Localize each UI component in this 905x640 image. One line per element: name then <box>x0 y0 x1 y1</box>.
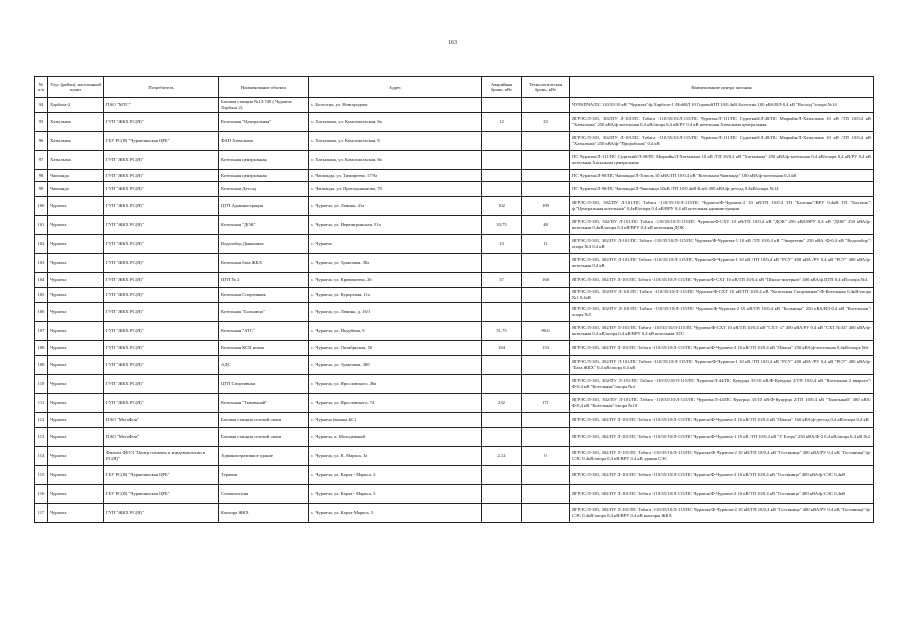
table-row <box>35 341 874 356</box>
cell-tech-reserve <box>522 151 570 170</box>
cell-consumer: ГУП "ЖКХ РС(Я)" <box>104 182 219 197</box>
cell-consumer: ГУП "ЖКХ РС(Я)" <box>104 356 219 375</box>
cell-emergency-reserve <box>482 413 522 428</box>
cell-number: 96 <box>35 132 48 151</box>
cell-address: с. Чурапча, ул. Трактовая, 38б <box>309 356 482 375</box>
column-header-tech-reserve: Технологическая бронь, кВт <box>522 77 570 98</box>
cell-power-center: ПС Чурапча/Л-98/ПС Чаппанда/Л-Чаппанда 10кВ /ТП 10/0.4кВ Клуб 400 кВА/ф-детсад 0.4кВ/опора №14 <box>570 182 874 197</box>
cell-number: 116 <box>35 485 48 504</box>
cell-emergency-reserve: 33,75 <box>482 216 522 235</box>
cell-tech-reserve: 0 <box>522 447 570 466</box>
cell-consumer: ГУП "ЖКХ РС(Я)" <box>104 273 219 288</box>
cell-power-center: ЯГРЭС/Л-301, 302/ПУ Л-101/ПС Табага -110/35/10/Л-115/ПС Чурапча/Ф-Чурапча-1 10 кВ /ТП 10/0,4 кВ "РСУ" 400 кВА /РУ 0,4 кВ "РСУ" 400 кВА/ф-котельная 0,4 кВ <box>570 254 874 273</box>
cell-ulus: Чурапча <box>48 254 104 273</box>
cell-number: 99 <box>35 182 48 197</box>
cell-number: 115 <box>35 466 48 485</box>
cell-consumer: ГУП "ЖКХ РС(Я)" <box>104 322 219 341</box>
cell-address: с. Чурапча, ул. Ленина, д. 16/1 <box>309 303 482 322</box>
cell-power-center: ЯГРЭС/Л-301, 302/ПУ Л-101/ПС Табага -110/35/10/Л-115/ПС Чурапча/Ф-СХТ 10 кВ/ТП 10/0,4 кВ "СХТ -2" 400 кВА/РУ 0,4 кВ "СХТ №34" 400 кВА/ф-котельная 0,4 кВ/опора 0,4 кВ/ВРУ 0,4 кВ котельная АТС <box>570 322 874 341</box>
cell-number: 98 <box>35 170 48 182</box>
cell-address: с. Чурапча, ул. Трактовая, 38а <box>309 254 482 273</box>
table-row <box>35 288 874 303</box>
table-row <box>35 98 874 113</box>
cell-object: Котельная база ЖКХ <box>219 254 309 273</box>
cell-address: с. Чурапча, ул. Кривошеева, 26 <box>309 273 482 288</box>
cell-ulus: Чурапча <box>48 322 104 341</box>
cell-number: 113 <box>35 428 48 447</box>
cell-consumer: ГУП "ЖКХ РС(Я)" <box>104 504 219 523</box>
cell-power-center: ЯГРЭС/Л-301, 302/ПУ Л-101/ПС Табага -110/35/10/Л-115/ПС Чурапча/Ф-Чурапча-2 10 кВ/ТП 10/0,4 кВ "Школа" 160 кВА/ф-детсад 0,4 кВ/опора 0,4 кВ <box>570 413 874 428</box>
cell-tech-reserve <box>522 98 570 113</box>
cell-number: 109 <box>35 356 48 375</box>
cell-ulus: Чурапча <box>48 447 104 466</box>
cell-power-center: ЯГРЭС/Л-301, 302/ПУ Л-101/ПС Табага -110/35/10/Л-115/ПС Чурапча/Ф-Чурапча-1 10 кВ /ТП 10/0,4 кВ "У Егора" 250 кВА/Ф-2 0,4 кВ/опора 0,4 кВ №2 <box>570 428 874 447</box>
table-row <box>35 447 874 466</box>
cell-object: ФАП Хатылыма <box>219 132 309 151</box>
cell-tech-reserve: 23 <box>522 113 570 132</box>
cell-number: 103 <box>35 254 48 273</box>
cell-tech-reserve <box>522 288 570 303</box>
cell-tech-reserve <box>522 504 570 523</box>
cell-consumer: ГБУ РС(Я) "Чурапчинская ЦРБ" <box>104 466 219 485</box>
cell-object: Водозабор Дьяконика <box>219 235 309 254</box>
table-row <box>35 216 874 235</box>
cell-object: Котельная "АТС" <box>219 322 309 341</box>
cell-address: с. Чурапча, ул. Ярославского, 74 <box>309 394 482 413</box>
cell-object: Базовая станция сотовой связи <box>219 413 309 428</box>
cell-power-center: ЯГРЭС/Л-301, 302/ПУ Л-101/ПС Табага -110/35/10/Л-115/ПС Чурапча/Ф-Чурапча-1 10 кВ /ТП 10/0,4 кВ "Энергетик" 250 кВА /Ф-0,4 кВ "Водозабор"/опора №3 0,4 кВ <box>570 235 874 254</box>
cell-tech-reserve <box>522 428 570 447</box>
cell-address: с. Чурапча (вышка БС) <box>309 413 482 428</box>
cell-power-center: ПС Чурапча/Л-98/ПС Чаппанда/Л-Тополь 10 кВА/ТП 10/0,4 кВ "Котельная Чаппанда" 100 кВА/ф-котельная 0,4 кВ <box>570 170 874 182</box>
cell-emergency-reserve <box>482 485 522 504</box>
cell-tech-reserve <box>522 254 570 273</box>
cell-ulus: Чурапча <box>48 288 104 303</box>
column-header-consumer: Потребитель <box>104 77 219 98</box>
cell-ulus: Чурапча <box>48 197 104 216</box>
cell-ulus: Хатылыма <box>48 132 104 151</box>
cell-consumer: ПАО "МегаФон" <box>104 413 219 428</box>
cell-address: с. Чурапча, ул. Октябрьская, 50 <box>309 341 482 356</box>
cell-object: Административное здание <box>219 447 309 466</box>
cell-address: с. Чурапча, ул. Карла - Маркса, 3 <box>309 466 482 485</box>
cell-object: ЦТП Администрация <box>219 197 309 216</box>
cell-power-center: ЯГРЭС/Л-301, 302/ПУ Л-101/ПС Табага -110/35/10/Л-115/ПС Чурапча/Ф-Чурапча-2 10 кВ/ТП 10/0,4 кВ "Школа" 250 кВА/ф-котельная 0,4кВ/опора №6 <box>570 341 874 356</box>
column-header-object: Наименование объекта <box>219 77 309 98</box>
cell-consumer: ГУП "ЖКХ РС(Я)" <box>104 375 219 394</box>
cell-number: 97 <box>35 151 48 170</box>
cell-power-center: ЧУРАПЧА/ПС 110/35/10 кВ "Чурапча"/ф.Харбала-1 /Но6ВЛ 10 ГоровойТП 10/0,4кВ Болтогно 100 кВА/ВЛ-0,4 кВ "Восход"/опора №14 <box>570 98 874 113</box>
cell-object: ЦТП № 2 <box>219 273 309 288</box>
cell-tech-reserve <box>522 413 570 428</box>
cell-ulus: Чурапча <box>48 485 104 504</box>
table-row <box>35 273 874 288</box>
cell-address: с. Чурапча, ул. Ярославского, 46а <box>309 375 482 394</box>
cell-number: 100 <box>35 197 48 216</box>
cell-power-center: ЯГРЭС/Л-301, 302/ПУ Л-101/ПС Табага -110/35/10/Л-115/ПС Чурапча/Ф-Чурапча-2 10 кВ/ТП 10/0,4 кВ "Гостиница" 400 кВА/РУ 0,4 кВ "Гостиница"/ф-СЭС 0,4кВ/опора 0,4 кВ/ВРУ 0,4 кВ здания СЭС <box>570 447 874 466</box>
table-row <box>35 504 874 523</box>
cell-address: с. Чурапча, ул. Ленина, 41а <box>309 197 482 216</box>
table-body <box>35 98 874 523</box>
column-header-number: № п/п <box>35 77 48 98</box>
cell-object: Котельная "Тымпынай" <box>219 394 309 413</box>
cell-emergency-reserve <box>482 254 522 273</box>
cell-tech-reserve: 109 <box>522 197 570 216</box>
cell-power-center: ЯГРЭС/Л-301, 302/ПУ Л-101/ПС Табага -110/35/10/Л-115/ПС Чурапча/Ф-Чурапча-2 10 кВ/ТП 10/0,4 кВ "Больница" 250 кВА/ВЛ-0,4 кВ "Котельная"/опора №5 <box>570 303 874 322</box>
cell-power-center: ЯГРЭС/Л-301, 302/ПУ Л-101/ПС Табага -110/35/10/Л-115/ПС Чурапча/Л-111/ПС Судиткий/Л-48/ПС Мырыйн/Л-Хатылыма 10 кВ /ТП 10/0,4 кВ "Хатылыма" 250 кВА/ф-"Прорабская" 0,4 кВ <box>570 132 874 151</box>
cell-object: Котельная центральная <box>219 170 309 182</box>
cell-object: АДС <box>219 356 309 375</box>
cell-address: с. Чурапча, ул. Карла - Маркса, 3 <box>309 485 482 504</box>
cell-consumer: ГУП "ЖКХ РС(Я)" <box>104 216 219 235</box>
cell-emergency-reserve: 37 <box>482 273 522 288</box>
cell-emergency-reserve <box>482 288 522 303</box>
cell-emergency-reserve: 2,12 <box>482 447 522 466</box>
cell-ulus: Хатылыма <box>48 113 104 132</box>
cell-tech-reserve <box>522 466 570 485</box>
cell-consumer: ГУП "ЖКХ РС(Я)" <box>104 288 219 303</box>
cell-object: Терапия <box>219 466 309 485</box>
cell-object: Котельная Детсад <box>219 182 309 197</box>
cell-address: с. Хатылыма, ул. Комсомольская, 8а <box>309 151 482 170</box>
cell-tech-reserve <box>522 303 570 322</box>
cell-number: 111 <box>35 394 48 413</box>
cell-object: Стоматология <box>219 485 309 504</box>
cell-power-center: ЯГРЭС/Л-301, 302/ПУ Л-101/ПС Табага -110/35/10/Л-115/ПС Чурапча/Л-44/ПС Кукурца 35/10 кВ/Ф-Кукурца 2/ТП 10/0,4 кВ "Тымпынай" 400 кВА/Ф-0,4 кВ "Котельная"/опора №10 <box>570 394 874 413</box>
cell-number: 102 <box>35 235 48 254</box>
cell-number: 112 <box>35 413 48 428</box>
cell-emergency-reserve <box>482 170 522 182</box>
cell-number: 105 <box>35 288 48 303</box>
cell-consumer: ГУП "ЖКХ РС(Я)" <box>104 394 219 413</box>
cell-ulus: Чурапча <box>48 504 104 523</box>
table-row <box>35 466 874 485</box>
cell-object: Котельная КСП новая <box>219 341 309 356</box>
cell-ulus: Чурапча <box>48 341 104 356</box>
cell-power-center: ЯГРЭС/Л-301, 302/ПУ Л-101/ПС Табага -110/35/10/Л-115/ПС Чурапча/Ф-Чурапча-2 10 кВ/ТП 10/0,4 кВ "Гостиница" 400 кВА/ф-СЭС 0,4кВ <box>570 485 874 504</box>
cell-number: 101 <box>35 216 48 235</box>
cell-address: с. Чурапча <box>309 235 482 254</box>
cell-emergency-reserve: 232 <box>482 394 522 413</box>
cell-emergency-reserve <box>482 182 522 197</box>
table-row <box>35 356 874 375</box>
cell-address: с. Чурапча, ул. Карла-Маркса, 3 <box>309 504 482 523</box>
cell-address: с. Чурапча, ул. Ньурбина, 9 <box>309 322 482 341</box>
cell-emergency-reserve <box>482 466 522 485</box>
cell-power-center: ЯГРЭС/Л-301, 302/ПУ Л-101/ПС Табага -110/35/10/Л-115/ПС Чурапча/Ф-Чурапча-1 10 кВ /ТП 10/0,4 кВ "РСУ" 400 кВА /РУ 0,4 кВ "РСУ" 400 кВА/ф-"База ЖКХ" 0,4 кВ/опора 0,4 кВ <box>570 356 874 375</box>
cell-ulus: Харбала-2 <box>48 98 104 113</box>
cell-ulus: Чурапча <box>48 235 104 254</box>
cell-object: Котельная "Больница" <box>219 303 309 322</box>
cell-consumer: ГУП "ЖКХ РС(Я)" <box>104 113 219 132</box>
cell-address: с. Чурапча, п. Молодежный <box>309 428 482 447</box>
cell-ulus: Хатылыма <box>48 151 104 170</box>
cell-power-center: ЯГРЭС/Л-301, 302/ПУ Л-101/ПС Табага -110/35/10/Л-115/ПС Чурапча/Ф-Чурапча-2 10 кВ/ТП 10/0,4 кВ "Гостиница" 400 кВА/РУ 0,4 кВ "Гостиница"/ф-СЭС 0,4кВ/опора 0,4 кВ/ВРУ 0,4 кВ конторы ЖКХ <box>570 504 874 523</box>
cell-emergency-reserve: 51,75 <box>482 322 522 341</box>
cell-number: 117 <box>35 504 48 523</box>
cell-object: Базовая станция №14-740 ( Чурапча Харбала 2) <box>219 98 309 113</box>
table-row <box>35 303 874 322</box>
table-row <box>35 375 874 394</box>
cell-emergency-reserve <box>482 132 522 151</box>
cell-emergency-reserve: 184 <box>482 341 522 356</box>
table-row <box>35 170 874 182</box>
cell-emergency-reserve: 102 <box>482 197 522 216</box>
cell-number: 107 <box>35 322 48 341</box>
table-row <box>35 197 874 216</box>
cell-tech-reserve: 11 <box>522 235 570 254</box>
cell-emergency-reserve <box>482 504 522 523</box>
table-row <box>35 413 874 428</box>
cell-consumer: ГУП "ЖКХ РС(Я)" <box>104 197 219 216</box>
cell-address: с. Хатылыма, ул. Комсомольская, 8 <box>309 132 482 151</box>
cell-tech-reserve <box>522 356 570 375</box>
cell-number: 106 <box>35 303 48 322</box>
cell-object: Контора ЖКХ <box>219 504 309 523</box>
cell-object: ЦТП Спортивная <box>219 375 309 394</box>
cell-object: Котельная центральная <box>219 151 309 170</box>
cell-consumer: ГБУ РС(Я) "Чурапчинская ЦРБ" <box>104 485 219 504</box>
cell-ulus: Чурапча <box>48 413 104 428</box>
cell-power-center: ЯГРЭС/Л-301, 302/ПУ Л-101/ПС Табага -110/35/10/Л-115/ПС Чурапча/Ф-Чурапча-2 10 кВ/ТП 10/0,4 кВ "Гостиница" 400 кВА/ф-СЭС 0,4кВ <box>570 466 874 485</box>
column-header-address: Адрес <box>309 77 482 98</box>
cell-number: 110 <box>35 375 48 394</box>
table-row <box>35 394 874 413</box>
cell-emergency-reserve: 13 <box>482 235 522 254</box>
cell-ulus: Чурапча <box>48 303 104 322</box>
cell-ulus: Чурапча <box>48 273 104 288</box>
cell-address: с. Чурапча, ул. Нерюнгринская, 51а <box>309 216 482 235</box>
cell-consumer: ПАО "МегаФон" <box>104 428 219 447</box>
cell-emergency-reserve <box>482 151 522 170</box>
cell-ulus: Чурапча <box>48 375 104 394</box>
power-consumers-table <box>34 76 874 523</box>
cell-consumer: ГУП "ЖКХ РС(Я)" <box>104 341 219 356</box>
cell-object: Котельная "Центральная" <box>219 113 309 132</box>
table-row <box>35 182 874 197</box>
cell-tech-reserve: 168 <box>522 273 570 288</box>
cell-number: 108 <box>35 341 48 356</box>
cell-ulus: Чаппанда <box>48 170 104 182</box>
table-row <box>35 322 874 341</box>
cell-power-center: ПС Чурапча/Л-111/ПС Судиткий/Л-48/ПС Мырыйн/Л-Хатылыма 10 кВ /ТП 10/0,4 кВ "Хатылыма" 250 кВА/ф-котельная 0,4 кВ/опора 0,4 кВ/РУ 0,4 кВ котельная Хатылыма центральная <box>570 151 874 170</box>
cell-ulus: Чурапча <box>48 394 104 413</box>
cell-address: с. Чурапча, ул. Курортная, 11а <box>309 288 482 303</box>
cell-emergency-reserve <box>482 303 522 322</box>
cell-address: с. Чаппанда, ул. Тимофеева, 17/9а <box>309 170 482 182</box>
cell-emergency-reserve: 12 <box>482 113 522 132</box>
cell-consumer: Филиал ФБУЗ "Центр гигиены и эпидемиологии в РС(Я)" <box>104 447 219 466</box>
cell-tech-reserve: 153 <box>522 341 570 356</box>
cell-tech-reserve <box>522 170 570 182</box>
cell-power-center: ЯГРЭС/Л-301, 302/ПУ Л-101/ПС Табага -110/35/10/Л-115/ПС Чурапча/Ф-СХТ 10 кВ/ТП 10/0,4 кВ "Школа-интернат" 400 кВА/ф.ЦТП 0,4 кВ/опора №4 <box>570 273 874 288</box>
cell-ulus: Чурапча <box>48 216 104 235</box>
cell-tech-reserve <box>522 132 570 151</box>
table-row <box>35 254 874 273</box>
cell-emergency-reserve <box>482 98 522 113</box>
cell-object: Котельная "ДОК" <box>219 216 309 235</box>
cell-consumer: ГУП "ЖКХ РС(Я)" <box>104 151 219 170</box>
cell-power-center: ЯГРЭС/Л-301, 302/ПУ Л-101/ПС Табага -110/35/10/Л-115/ПС Чурапча/Ф-СХТ 10 кВ/ТП 10/0,4 кВ "Котельная Спортивная"/Ф-Котельная 0,4кВ/опора №1 0,4кВ <box>570 288 874 303</box>
cell-tech-reserve <box>522 485 570 504</box>
cell-tech-reserve: 48 <box>522 216 570 235</box>
cell-consumer: ГБУ РС(Я) "Чурапчинская ЦРБ" <box>104 132 219 151</box>
cell-address: с. Хатылыма, ул. Комсомольская, 8а <box>309 113 482 132</box>
cell-ulus: Чурапча <box>48 466 104 485</box>
cell-power-center: ЯГРЭС/Л-301, 302/ПУ Л-101/ПС Табага -110/35/10/Л-115/ПС Чурапча/Ф-СХТ 10 кВ/ТП 10/0,4 кВ "ДОК" 250 кВА/ВРУ 0,4 кВ "ДОК" 250 кВА/ф-котельная 0,4кВ/опора 0,4 кВ/ВРУ 0,4 кВ котельная ДОК <box>570 216 874 235</box>
cell-consumer: ГУП "ЖКХ РС(Я)" <box>104 254 219 273</box>
cell-power-center: ЯГРЭС/Л-301, 302/ПУ Л-101/ПС Табага -110/35/10/Л-115/ПС Чурапча/Ф-Чурапча-2 10 кВ/ТП 10/0,4 ТП "Балтана"/ВРУ 0,4кВ ТП "Балтана"/ф."Центральная котельная" 0,4кВ/опора 0,4 кВ/ВРУ 0,4 кВ котельная администрации <box>570 197 874 216</box>
cell-address: с. Болтогно, ул. Новгородова <box>309 98 482 113</box>
column-header-ulus: Улус (район), населенный пункт <box>48 77 104 98</box>
cell-emergency-reserve <box>482 375 522 394</box>
cell-consumer: ГУП "ЖКХ РС(Я)" <box>104 235 219 254</box>
cell-ulus: Чурапча <box>48 356 104 375</box>
table-row <box>35 485 874 504</box>
cell-address: с. Чаппанда, ул. Протодьяконова, 78 <box>309 182 482 197</box>
cell-tech-reserve: 171 <box>522 394 570 413</box>
cell-tech-reserve: 80,6 <box>522 322 570 341</box>
page-number: 163 <box>448 40 457 46</box>
cell-tech-reserve <box>522 375 570 394</box>
table-row <box>35 132 874 151</box>
cell-consumer: ГУП "ЖКХ РС(Я)" <box>104 170 219 182</box>
cell-ulus: Чаппанда <box>48 182 104 197</box>
cell-emergency-reserve <box>482 356 522 375</box>
table-header-row <box>35 77 874 98</box>
table-row <box>35 151 874 170</box>
cell-address: с. Чурапча, ул. К. Маркса, 3а <box>309 447 482 466</box>
cell-tech-reserve <box>522 182 570 197</box>
cell-emergency-reserve <box>482 428 522 447</box>
cell-ulus: Чурапча <box>48 428 104 447</box>
table-row <box>35 428 874 447</box>
cell-consumer: ПАО "МТС" <box>104 98 219 113</box>
column-header-power-center: Наименование центра питания <box>570 77 874 98</box>
column-header-emergency-reserve: Аварийная бронь, кВт <box>482 77 522 98</box>
cell-object: Котельная Спортивная <box>219 288 309 303</box>
table-row <box>35 235 874 254</box>
table-row <box>35 113 874 132</box>
cell-number: 95 <box>35 113 48 132</box>
cell-consumer: ГУП "ЖКХ РС(Я)" <box>104 303 219 322</box>
cell-power-center: ЯГРЭС/Л-301, 302/ПУ Л-101/ПС Табага -110/35/10/Л-115/ПС Чурапча/Л-44/ПС Кукурца 35/10 кВ/Ф-Кукурца 2/ТП 10/0,4 кВ "Котельная 2 квартал"/Ф-0,4 кВ "Котельная"/опора №4 <box>570 375 874 394</box>
cell-number: 94 <box>35 98 48 113</box>
cell-number: 114 <box>35 447 48 466</box>
cell-number: 104 <box>35 273 48 288</box>
cell-object: Базовая станция сотовой связи <box>219 428 309 447</box>
cell-power-center: ЯГРЭС/Л-301, 302/ПУ Л-101/ПС Табага -110/35/10/Л-115/ПС Чурапча/Л-111/ПС Судиткий/Л-48/ПС Мырыйн/Л-Хатылыма 10 кВ /ТП 10/0,4 кВ "Хатылыма" 250 кВА/ф-котельная 0,4 кВ/опора 0,4 кВ/РУ 0,4 кВ котельная Хатылыма центральная <box>570 113 874 132</box>
